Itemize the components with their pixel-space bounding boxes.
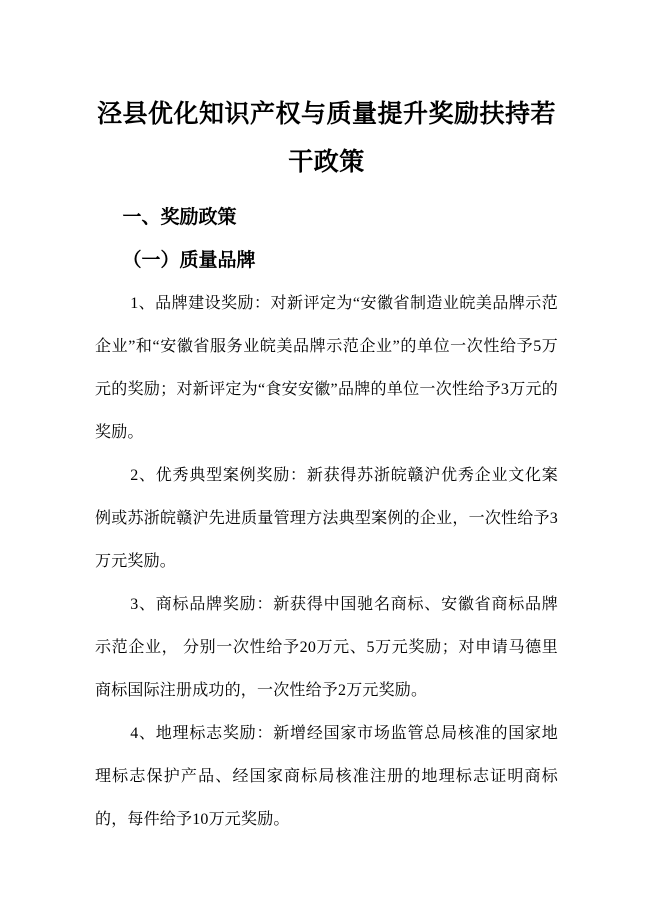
document-title [95, 91, 558, 187]
paragraph-geographical-indication-award: 4、地理标志奖励：新增经国家市场监管总局核准的国家地理标志保护产品、经国家商标局核准注册的地理标志证明商标的，每件给予10万元奖励。 [95, 725, 558, 828]
document-title-line-1: 泾县优化知识产权与质量提升奖励扶持若 [96, 101, 556, 128]
paragraph-brand-construction-award: 1、品牌建设奖励：对新评定为“安徽省制造业皖美品牌示范企业”和“安徽省服务业皖美品牌示范企业”的单位一次性给予5万元的奖励；对新评定为“食安安徽”品牌的单位一次性给予3万元的奖励。 [95, 295, 558, 441]
paragraph-trademark-brand-award: 3、商标品牌奖励：新获得中国驰名商标、安徽省商标品牌示范企业， 分别一次性给予20万元、5万元奖励；对申请马德里商标国际注册成功的，一次性给予2万元奖励。 [95, 596, 558, 699]
subsection-heading-quality-brand: （一）质量品牌 [122, 250, 256, 271]
document-title-line-2: 干政策 [288, 149, 365, 176]
section-heading-reward-policy: 一、奖励政策 [122, 207, 237, 228]
paragraph-excellent-case-award: 2、优秀典型案例奖励：新获得苏浙皖赣沪优秀企业文化案例或苏浙皖赣沪先进质量管理方法典型案例的企业，一次性给予3万元奖励。 [95, 467, 558, 570]
